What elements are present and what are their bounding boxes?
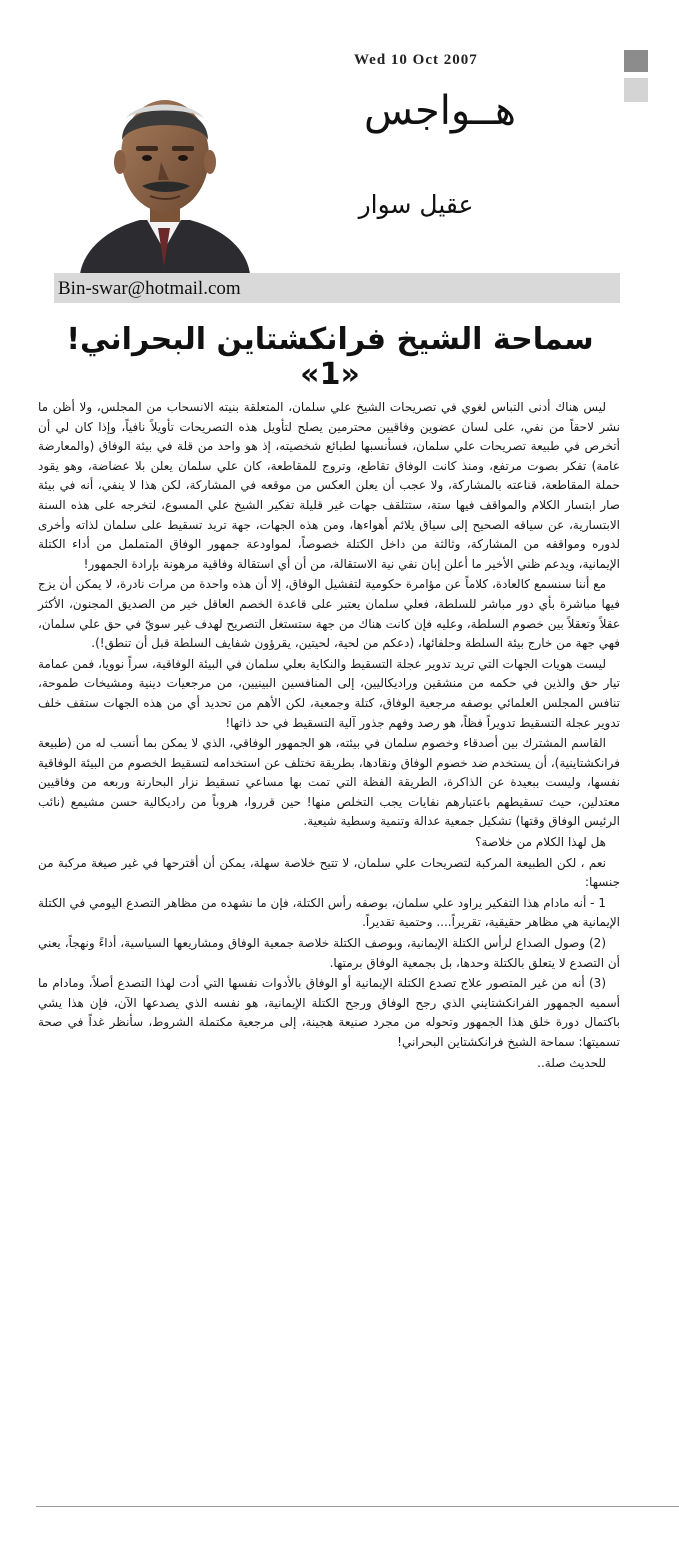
author-name: عقيل سوار: [358, 190, 474, 219]
article-paragraph: نعم ، لكن الطبيعة المركبة لتصريحات علي سلمان، لا تتيح خلاصة سهلة، يمكن أن أقترحها في غير صيغة مركبة من جنسها:: [38, 855, 620, 890]
article-paragraph: ليست هويات الجهات التي تريد تدوير عجلة التسقيط والنكاية بعلي سلمان في البيئة الوفاقية، سراً نوويا، فمن عمامة تيار حق والذين في حكمه من منشقين وراديكاليين، إلى المنافسين البينيين، من مرجعيات دينية ومشيخات طموحة، تنافس المجلس العلمائي بوصفه مرجعية الوفاق، كتلة وجمعية، لكن الأهم من تحديد أي من هذه الجهات ستقف خلف تدوير عجلة التسقيط تدويراً فظاً، هو رصد وفهم جذور آلية التسقيط في حد ذاتها!: [38, 656, 620, 730]
side-bar-light-block: [624, 78, 648, 102]
column-title: هــواجس: [363, 88, 517, 134]
article-paragraph: (3) أنه من غير المتصور علاج تصدع الكتلة الإيمانية أو الوفاق بالأدوات نفسها التي أدت لهذا التصدع أصلاً، ومادام ما أسميه الجمهور الفرانكشتايني الذي رجح الوفاق ورجح الكتلة الإيمانية، هو نفسه الذي يصدعها الآن، فإن هذا يشي باكتمال دورة خلق هذا الجمهور وتحوله من مجرد صنيعة هجينة، إلى مرجعية مكتملة الشروط، سأنظر غداً في صحة تسميتها: سماحة الشيخ فرانكشتاين البحراني!: [38, 976, 620, 1049]
side-bar-dark-block: [624, 50, 648, 72]
article-paragraph: ليس هناك أدنى التباس لغوي في تصريحات الشيخ علي سلمان، المتعلقة بنيته الانسحاب من المجلس، ولا أظن ما نشر لاحقاً من نفي، على لسان عضوين وفاقيين محترمين يصلح لتأويل هذه التصريحات تأويلاً نافياً، وإذا كان لي أن أتخرص في طبيعة تصريحات علي سلمان، فسأنسبها لطبائع شخصيته، إذ هو واحد من قلة في بيئة الوفاق (والمعارضة عامة) تفكر بصوت مرتفع، ومنذ كانت الوفاق تقاطع، وتروج للمقاطعة، كان علي سلمان يعلن بلا عضاضة، وهو يقود حملة المقاطعة، قناعته بالمشاركة، ولا عجب أن يعلن العكس من موقعه في المشاركة، لكن هذا لا ينفي، أنه في بيئة صار ابتسار الكلام والمواقف فيها ستة، ستتلقف جهات غير قليلة تفكير الشيخ علي المسوع، لتخرجه على هذه السنة الابتسارية، عن سياقه الصحيح إلى سياق يلائم أهواءها، ومن هذه الجهات، جهة تريد تسقيط على سلمان لذاته وأخرى لدوره ومواقفه من المشاركة، وثالثة من داخل الكتلة خصوصاً، لمواودعة جمهور الوفاق المتململ من أداء الكتلة الإيمانية، ويدعم ظني الأخير ما أعلن إبان نفي نية الاستقالة، من أن أي استقالة وفاقية مرهونة بإرادة الجمهور!: [38, 400, 620, 571]
article-paragraph: مع أننا سنسمع كالعادة، كلاماً عن مؤامرة حكومية لتفشيل الوفاق، إلا أن هذه واحدة من مرات نادرة، لا يمكن أن يزج فيها مباشرة بأي دور مباشر للسلطة، فعلي سلمان يعتبر على قاعدة الخصم العاقل خير من الصديق المجنون، الأكثر عقلاً وتعقلاً بين خصوم السلطة، وعليه فإن كانت هناك من جهة ستستغل التصريح لهدف غير سويّ في حق علي سلمان، فهي جهة من خارج بيئة السلطة وحلفائها، (دعكم من لحية، لحيتين، يقرؤون شفايف السلطة قبل أن تنطق!).: [38, 577, 620, 651]
email-bar: [54, 273, 620, 303]
article-paragraph: القاسم المشترك بين أصدقاء وخصوم سلمان في بيئته، هو الجمهور الوفاقي، الذي لا يمكن بما أنسب له من (طبيعة فرانكشتاينية)، أن يستخدم ضد خصوم الوفاق ونقادها، بطريقة تختلف عن استخدامه لتسقيط الخصوم من البيئة الوفاقية نفسها، وليست ببعيدة عن الذاكرة، الطريقة الفظة التي تمت بها مساعي تسقيط نزار البحارنة وربعه من وفاقيين معتدلين، حيث تسقيطهم باعتبارهم نفايات يجب التخلص منها! حين قرروا، هروباً من راديكالية حسن مشيمع (نائب الرئيس الوفاق وقتها) تشكيل جمعية عدالة وتنمية وسطية شيعية.: [38, 736, 620, 829]
author-email: Bin-swar@hotmail.com: [58, 278, 241, 299]
author-portrait: [70, 78, 258, 274]
article-paragraph: (2) وصول الصداع لرأس الكتلة الإيمانية، وبوصف الكتلة خلاصة جمعية الوفاق ومشاريعها السياسية، أداءً ونهجاً، يعني أن التصدع لا يتعلق بالكتلة وحدها، بل بجمعية الوفاق برمتها.: [38, 936, 620, 970]
article-paragraph: 1 - أنه مادام هذا التفكير يراود علي سلمان، بوصفه رأس الكتلة، فإن ما نشهده من مظاهر التصدع اليومي في الكتلة الإيمانية هي مظاهر حقيقية، تقريراً.... وحتمية تقديراً.: [38, 895, 620, 930]
article-paragraph: هل لهذا الكلام من خلاصة؟: [475, 835, 606, 850]
article-body: [38, 398, 620, 1478]
article-headline: سماحة الشيخ فرانكشتاين البحراني! «1»: [66, 322, 594, 392]
article-sign-off: للحديث صلة..: [537, 1055, 606, 1070]
bottom-divider: [36, 1506, 679, 1507]
issue-date: Wed 10 Oct 2007: [354, 52, 478, 68]
